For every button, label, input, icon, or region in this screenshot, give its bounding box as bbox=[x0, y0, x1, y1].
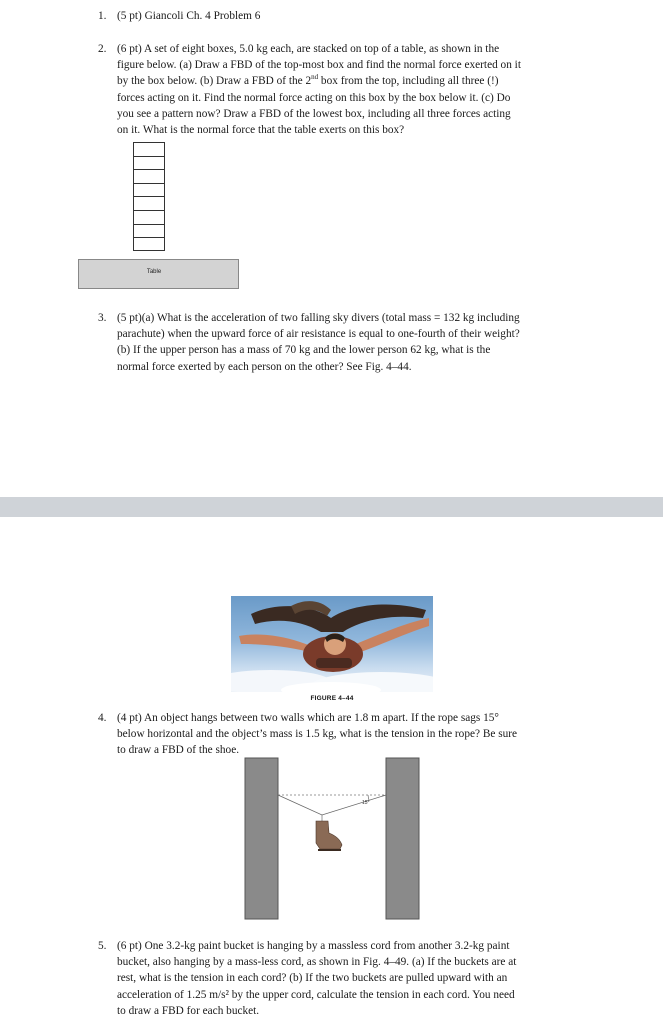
problem-number: 2. bbox=[98, 43, 107, 55]
box-stack bbox=[133, 142, 165, 251]
problem-line: bucket, also hanging by a mass-less cord, as shown in Fig. 4–49. (a) If the buckets are at bbox=[117, 956, 517, 969]
problem-line: (6 pt) One 3.2-kg paint bucket is hanging by a massless cord from another 3.2-kg paint bbox=[117, 940, 510, 952]
box-stack-figure bbox=[78, 142, 240, 290]
problem-number: 5. bbox=[98, 940, 107, 952]
problem-line: (5 pt)(a) What is the acceleration of two falling sky divers (total mass = 132 kg including bbox=[117, 312, 520, 324]
problem-line: by the box below. (b) Draw a FBD of the 2nd box from the top, including all three (!) bbox=[117, 73, 499, 88]
problem-line: forces acting on it. Find the normal force acting on this box by the box below it. (c) Do bbox=[117, 91, 511, 104]
stacked-box bbox=[133, 237, 165, 251]
skydivers-illustration bbox=[231, 596, 433, 692]
page-separator bbox=[0, 497, 663, 517]
problem-line: acceleration of 1.25 m/s² by the upper cord, calculate the tension in each cord. You need bbox=[117, 988, 515, 1001]
stacked-box bbox=[133, 142, 165, 156]
rope bbox=[278, 795, 386, 815]
problem-line: rest, what is the tension in each cord? (b) If the two buckets are pulled upward with an bbox=[117, 972, 508, 985]
problem-4 bbox=[98, 710, 588, 759]
problem-line: (4 pt) An object hangs between two walls which are 1.8 m apart. If the rope sags 15° bbox=[117, 712, 499, 724]
problem-number: 3. bbox=[98, 312, 107, 324]
table bbox=[78, 259, 239, 289]
left-wall bbox=[245, 758, 278, 919]
stacked-box bbox=[133, 156, 165, 170]
problem-line: (6 pt) A set of eight boxes, 5.0 kg each, are stacked on top of a table, as shown in the bbox=[117, 43, 500, 55]
shoe-icon bbox=[316, 821, 342, 851]
skydivers-photo bbox=[231, 596, 433, 692]
problem-line: to draw a FBD for each bucket. bbox=[117, 1004, 260, 1017]
stacked-box bbox=[133, 183, 165, 197]
walls-figure bbox=[244, 757, 420, 921]
problem-number: 4. bbox=[98, 712, 107, 724]
problem-2 bbox=[98, 41, 588, 138]
problem-line: figure below. (a) Draw a FBD of the top-most box and find the normal force exerted on it bbox=[117, 59, 521, 72]
angle-label: 15° bbox=[362, 800, 370, 806]
problem-text: (5 pt) Giancoli Ch. 4 Problem 6 bbox=[117, 10, 261, 22]
problem-1 bbox=[98, 8, 588, 24]
problem-line: parachute) when the upward force of air resistance is equal to one-fourth of their weight? bbox=[117, 328, 520, 341]
problem-number: 1. bbox=[98, 10, 107, 22]
problem-line: (b) If the upper person has a mass of 70 kg and the lower person 62 kg, what is the bbox=[117, 344, 491, 357]
problem-line: you see a pattern now? Draw a FBD of the lowest box, including all three forces acting bbox=[117, 107, 511, 120]
table-label: Table bbox=[146, 269, 162, 275]
figure-caption: FIGURE 4–44 bbox=[310, 695, 354, 702]
problem-5 bbox=[98, 938, 588, 1019]
problem-line: normal force exerted by each person on the other? See Fig. 4–44. bbox=[117, 360, 412, 373]
problem-line: below horizontal and the object’s mass is 1.5 kg, what is the tension in the rope? Be sure bbox=[117, 728, 518, 741]
right-wall bbox=[386, 758, 419, 919]
stacked-box bbox=[133, 169, 165, 183]
stacked-box bbox=[133, 224, 165, 238]
problem-line: to draw a FBD of the shoe. bbox=[117, 744, 240, 757]
stacked-box bbox=[133, 196, 165, 210]
problem-line: on it. What is the normal force that the table exerts on this box? bbox=[117, 124, 405, 137]
stacked-box bbox=[133, 210, 165, 224]
problem-3 bbox=[98, 310, 588, 375]
